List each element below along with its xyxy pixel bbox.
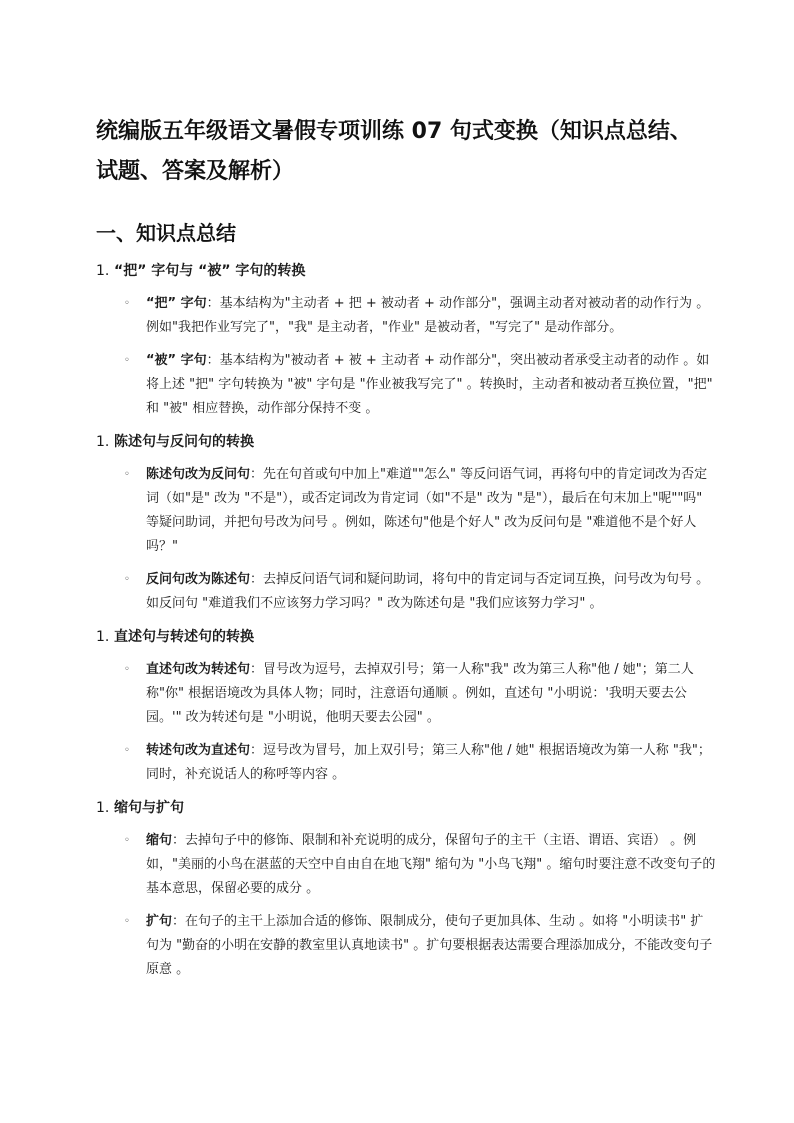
bullet-icon: ◦	[124, 469, 130, 480]
item-text: ：逗号改为冒号，加上双引号；第三人称"他 / 她" 根据语境改为第一人称 "我"；同时，补充说话人的称呼等内容 。	[146, 743, 711, 782]
item-term: 直述句改为转述句	[146, 662, 251, 677]
list-item	[96, 463, 716, 559]
topic-number: 1.	[96, 629, 110, 645]
topic-heading	[96, 625, 716, 649]
document-title: 统编版五年级语文暑假专项训练 07 句式变换（知识点总结、试题、答案及解析）	[96, 119, 692, 184]
topic-heading	[96, 796, 716, 820]
topic-ba-bei-sentences	[96, 259, 716, 421]
topic-number: 1.	[96, 800, 110, 816]
topic-shorten-expand-sentences	[96, 796, 716, 982]
bullet-icon: ◦	[124, 298, 130, 309]
topic-label: 直述句与转述句的转换	[114, 629, 254, 645]
item-term: “把” 字句	[146, 296, 207, 311]
list-item	[96, 658, 716, 730]
bullet-icon: ◦	[124, 745, 130, 756]
bullet-icon: ◦	[124, 355, 130, 366]
list-item	[96, 568, 716, 616]
topic-number: 1.	[96, 434, 110, 450]
list-item	[96, 829, 716, 901]
bullet-icon: ◦	[124, 664, 130, 675]
item-text: ：去掉句子中的修饰、限制和补充说明的成分，保留句子的主干（主语、谓语、宾语） 。例如，"美丽的小鸟在湛蓝的天空中自由自在地飞翔" 缩句为 "小鸟飞翔" 。缩句时要注意不改变句子的基本意思，保留必要的成分 。	[146, 833, 716, 896]
item-text: ：基本结构为"被动者 + 被 + 主动者 + 动作部分"，突出被动者承受主动者的动作 。如将上述 "把" 字句转换为 "被" 字句是 "作业被我写完了" 。转换时，主动者和被动者互换位置，"把" 和 "被" 相应替换，动作部分保持不变 。	[146, 353, 713, 416]
item-term: “被” 字句	[146, 353, 207, 368]
list-item	[96, 910, 716, 982]
item-term: 扩句	[146, 914, 173, 929]
topic-declarative-rhetorical	[96, 430, 716, 616]
bullet-icon: ◦	[124, 835, 130, 846]
topic-number: 1.	[96, 263, 110, 279]
item-term: 缩句	[146, 833, 173, 848]
topic-direct-indirect-speech	[96, 625, 716, 787]
topic-label: 陈述句与反问句的转换	[114, 434, 254, 450]
item-term: 反问句改为陈述句	[146, 572, 251, 587]
topic-label: “把” 字句与 “被” 字句的转换	[114, 263, 306, 279]
topic-heading	[96, 259, 716, 283]
list-item	[96, 739, 716, 787]
topic-heading	[96, 430, 716, 454]
item-text: ：在句子的主干上添加合适的修饰、限制成分，使句子更加具体、生动 。如将 "小明读书" 扩句为 "勤奋的小明在安静的教室里认真地读书" 。扩句要根据表达需要合理添加成分，不能改变句子原意 。	[146, 914, 713, 977]
item-text: ：先在句首或句中加上"难道""怎么" 等反问语气词，再将句中的肯定词改为否定词（如"是" 改为 "不是"），或否定词改为肯定词（如"不是" 改为 "是"），最后在句末加上"呢""吗" 等疑问助词，并把句号改为问号 。例如，陈述句"他是个好人" 改为反问句是 "难道他不是个好人吗？"	[146, 467, 708, 554]
section-title: 一、知识点总结	[96, 221, 236, 245]
knowledge-summary-list	[96, 259, 716, 982]
item-text: ：基本结构为"主动者 + 把 + 被动者 + 动作部分"，强调主动者对被动者的动作行为 。例如"我把作业写完了"，"我" 是主动者，"作业" 是被动者，"写完了" 是动作部分。	[146, 296, 710, 335]
list-item	[96, 292, 716, 340]
bullet-icon: ◦	[124, 574, 130, 585]
item-text: ：去掉反问语气词和疑问助词，将句中的肯定词与否定词互换，问号改为句号 。如反问句 "难道我们不应该努力学习吗？" 改为陈述句是 "我们应该努力学习" 。	[146, 572, 710, 611]
topic-label: 缩句与扩句	[114, 800, 184, 816]
item-term: 陈述句改为反问句	[146, 467, 251, 482]
bullet-icon: ◦	[124, 916, 130, 927]
item-text: ：冒号改为逗号，去掉双引号；第一人称"我" 改为第三人称"他 / 她"；第二人称"你" 根据语境改为具体人物；同时，注意语句通顺 。例如，直述句 "小明说：'我明天要去公园。'" 改为转述句是 "小明说，他明天要去公园" 。	[146, 662, 694, 725]
list-item	[96, 349, 716, 421]
item-term: 转述句改为直述句	[146, 743, 251, 758]
